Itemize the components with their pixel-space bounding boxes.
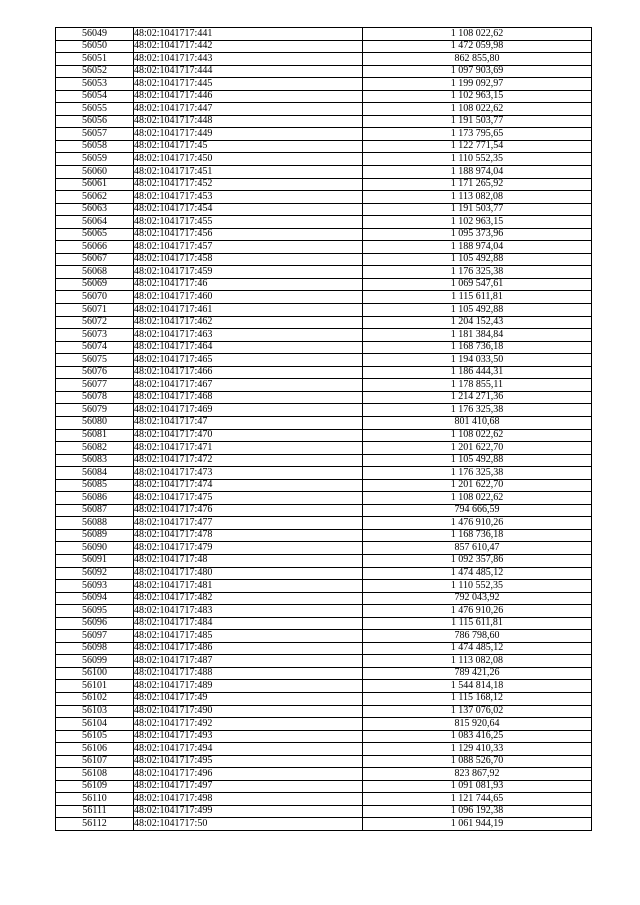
table-row xyxy=(56,216,592,229)
row-number-cell: 56053 xyxy=(56,78,134,91)
row-number-cell: 56054 xyxy=(56,90,134,103)
table-row xyxy=(56,680,592,693)
cadastral-number-cell: 48:02:1041717:441 xyxy=(134,28,363,41)
cadastral-value-cell: 1 176 325,38 xyxy=(363,404,592,417)
row-number-cell: 56080 xyxy=(56,416,134,429)
row-number-cell: 56065 xyxy=(56,228,134,241)
cadastral-value-cell: 1 476 910,26 xyxy=(363,605,592,618)
row-number-cell: 56072 xyxy=(56,316,134,329)
cadastral-value-cell: 1 544 814,18 xyxy=(363,680,592,693)
table-row xyxy=(56,291,592,304)
cadastral-number-cell: 48:02:1041717:461 xyxy=(134,304,363,317)
table-row xyxy=(56,78,592,91)
row-number-cell: 56085 xyxy=(56,479,134,492)
table-row xyxy=(56,103,592,116)
row-number-cell: 56076 xyxy=(56,366,134,379)
cadastral-value-cell: 1 108 022,62 xyxy=(363,492,592,505)
cadastral-number-cell: 48:02:1041717:488 xyxy=(134,667,363,680)
cadastral-number-cell: 48:02:1041717:481 xyxy=(134,580,363,593)
row-number-cell: 56081 xyxy=(56,429,134,442)
row-number-cell: 56088 xyxy=(56,517,134,530)
table-row xyxy=(56,655,592,668)
row-number-cell: 56095 xyxy=(56,605,134,618)
cadastral-number-cell: 48:02:1041717:449 xyxy=(134,128,363,141)
cadastral-number-cell: 48:02:1041717:468 xyxy=(134,391,363,404)
table-row xyxy=(56,166,592,179)
row-number-cell: 56055 xyxy=(56,103,134,116)
row-number-cell: 56077 xyxy=(56,379,134,392)
cadastral-value-cell: 823 867,92 xyxy=(363,768,592,781)
cadastral-value-cell: 1 173 795,65 xyxy=(363,128,592,141)
row-number-cell: 56061 xyxy=(56,178,134,191)
row-number-cell: 56073 xyxy=(56,329,134,342)
cadastral-number-cell: 48:02:1041717:495 xyxy=(134,755,363,768)
cadastral-value-cell: 1 137 076,02 xyxy=(363,705,592,718)
cadastral-value-cell: 815 920,64 xyxy=(363,718,592,731)
cadastral-value-cell: 792 043,92 xyxy=(363,592,592,605)
cadastral-value-cell: 1 474 485,12 xyxy=(363,567,592,580)
cadastral-number-cell: 48:02:1041717:463 xyxy=(134,329,363,342)
table-row xyxy=(56,191,592,204)
cadastral-value-cell: 1 108 022,62 xyxy=(363,28,592,41)
cadastral-number-cell: 48:02:1041717:498 xyxy=(134,793,363,806)
cadastral-number-cell: 48:02:1041717:482 xyxy=(134,592,363,605)
cadastral-number-cell: 48:02:1041717:460 xyxy=(134,291,363,304)
table-row xyxy=(56,228,592,241)
row-number-cell: 56106 xyxy=(56,743,134,756)
table-row xyxy=(56,605,592,618)
cadastral-number-cell: 48:02:1041717:472 xyxy=(134,454,363,467)
cadastral-number-cell: 48:02:1041717:476 xyxy=(134,504,363,517)
table-row xyxy=(56,567,592,580)
cadastral-value-cell: 1 176 325,38 xyxy=(363,467,592,480)
row-number-cell: 56094 xyxy=(56,592,134,605)
row-number-cell: 56066 xyxy=(56,241,134,254)
table-row xyxy=(56,341,592,354)
row-number-cell: 56092 xyxy=(56,567,134,580)
row-number-cell: 56107 xyxy=(56,755,134,768)
table-row xyxy=(56,115,592,128)
row-number-cell: 56056 xyxy=(56,115,134,128)
table-row xyxy=(56,692,592,705)
row-number-cell: 56058 xyxy=(56,140,134,153)
row-number-cell: 56084 xyxy=(56,467,134,480)
cadastral-value-cell: 1 122 771,54 xyxy=(363,140,592,153)
cadastral-number-cell: 48:02:1041717:454 xyxy=(134,203,363,216)
row-number-cell: 56060 xyxy=(56,166,134,179)
cadastral-value-cell: 1 105 492,88 xyxy=(363,454,592,467)
cadastral-value-cell: 1 095 373,96 xyxy=(363,228,592,241)
cadastral-value-cell: 1 092 357,86 xyxy=(363,554,592,567)
cadastral-number-cell: 48:02:1041717:497 xyxy=(134,780,363,793)
row-number-cell: 56101 xyxy=(56,680,134,693)
cadastral-value-cell: 1 214 271,36 xyxy=(363,391,592,404)
cadastral-number-cell: 48:02:1041717:443 xyxy=(134,53,363,66)
cadastral-value-cell: 1 176 325,38 xyxy=(363,266,592,279)
row-number-cell: 56068 xyxy=(56,266,134,279)
row-number-cell: 56071 xyxy=(56,304,134,317)
cadastral-number-cell: 48:02:1041717:494 xyxy=(134,743,363,756)
row-number-cell: 56109 xyxy=(56,780,134,793)
cadastral-value-cell: 1 201 622,70 xyxy=(363,442,592,455)
cadastral-value-cell: 857 610,47 xyxy=(363,542,592,555)
cadastral-number-cell: 48:02:1041717:467 xyxy=(134,379,363,392)
cadastral-number-cell: 48:02:1041717:465 xyxy=(134,354,363,367)
cadastral-value-cell: 1 102 963,15 xyxy=(363,90,592,103)
row-number-cell: 56093 xyxy=(56,580,134,593)
row-number-cell: 56057 xyxy=(56,128,134,141)
row-number-cell: 56075 xyxy=(56,354,134,367)
cadastral-number-cell: 48:02:1041717:451 xyxy=(134,166,363,179)
cadastral-value-cell: 1 476 910,26 xyxy=(363,517,592,530)
table-row xyxy=(56,730,592,743)
table-row xyxy=(56,153,592,166)
cadastral-number-cell: 48:02:1041717:455 xyxy=(134,216,363,229)
table-row xyxy=(56,818,592,831)
table-row xyxy=(56,705,592,718)
row-number-cell: 56070 xyxy=(56,291,134,304)
cadastral-number-cell: 48:02:1041717:480 xyxy=(134,567,363,580)
row-number-cell: 56082 xyxy=(56,442,134,455)
table-row xyxy=(56,768,592,781)
cadastral-number-cell: 48:02:1041717:445 xyxy=(134,78,363,91)
table-row xyxy=(56,454,592,467)
row-number-cell: 56104 xyxy=(56,718,134,731)
cadastral-number-cell: 48:02:1041717:48 xyxy=(134,554,363,567)
row-number-cell: 56098 xyxy=(56,642,134,655)
table-row xyxy=(56,442,592,455)
table-row xyxy=(56,667,592,680)
table-row xyxy=(56,128,592,141)
cadastral-number-cell: 48:02:1041717:485 xyxy=(134,630,363,643)
table-row xyxy=(56,479,592,492)
row-number-cell: 56086 xyxy=(56,492,134,505)
cadastral-number-cell: 48:02:1041717:46 xyxy=(134,278,363,291)
cadastral-value-cell: 1 113 082,08 xyxy=(363,191,592,204)
cadastral-number-cell: 48:02:1041717:49 xyxy=(134,692,363,705)
cadastral-value-cell: 1 474 485,12 xyxy=(363,642,592,655)
cadastral-value-cell: 1 194 033,50 xyxy=(363,354,592,367)
table-row xyxy=(56,793,592,806)
table-row xyxy=(56,642,592,655)
cadastral-value-cell: 1 168 736,18 xyxy=(363,529,592,542)
cadastral-value-cell: 1 102 963,15 xyxy=(363,216,592,229)
cadastral-value-cell: 1 472 059,98 xyxy=(363,40,592,53)
cadastral-value-cell: 1 091 081,93 xyxy=(363,780,592,793)
table-row xyxy=(56,416,592,429)
cadastral-value-cell: 1 061 944,19 xyxy=(363,818,592,831)
cadastral-number-cell: 48:02:1041717:489 xyxy=(134,680,363,693)
row-number-cell: 56079 xyxy=(56,404,134,417)
cadastral-number-cell: 48:02:1041717:450 xyxy=(134,153,363,166)
row-number-cell: 56074 xyxy=(56,341,134,354)
table-row xyxy=(56,178,592,191)
cadastral-number-cell: 48:02:1041717:493 xyxy=(134,730,363,743)
cadastral-number-cell: 48:02:1041717:490 xyxy=(134,705,363,718)
cadastral-value-cell: 1 115 611,81 xyxy=(363,291,592,304)
row-number-cell: 56096 xyxy=(56,617,134,630)
table-row xyxy=(56,492,592,505)
cadastral-number-cell: 48:02:1041717:457 xyxy=(134,241,363,254)
row-number-cell: 56111 xyxy=(56,805,134,818)
cadastral-number-cell: 48:02:1041717:477 xyxy=(134,517,363,530)
table-row xyxy=(56,366,592,379)
row-number-cell: 56069 xyxy=(56,278,134,291)
cadastral-number-cell: 48:02:1041717:486 xyxy=(134,642,363,655)
row-number-cell: 56102 xyxy=(56,692,134,705)
row-number-cell: 56099 xyxy=(56,655,134,668)
table-row xyxy=(56,65,592,78)
table-row xyxy=(56,504,592,517)
cadastral-number-cell: 48:02:1041717:458 xyxy=(134,253,363,266)
cadastral-value-cell: 1 121 744,65 xyxy=(363,793,592,806)
cadastral-number-cell: 48:02:1041717:50 xyxy=(134,818,363,831)
cadastral-value-cell: 1 115 168,12 xyxy=(363,692,592,705)
cadastral-number-cell: 48:02:1041717:499 xyxy=(134,805,363,818)
cadastral-value-cell: 1 199 092,97 xyxy=(363,78,592,91)
table-row xyxy=(56,203,592,216)
cadastral-value-cell: 1 096 192,38 xyxy=(363,805,592,818)
table-row xyxy=(56,329,592,342)
table-row xyxy=(56,517,592,530)
row-number-cell: 56097 xyxy=(56,630,134,643)
cadastral-value-cell: 1 088 526,70 xyxy=(363,755,592,768)
cadastral-value-table xyxy=(55,27,592,831)
cadastral-value-cell: 1 110 552,35 xyxy=(363,153,592,166)
table-row xyxy=(56,743,592,756)
cadastral-value-cell: 1 083 416,25 xyxy=(363,730,592,743)
cadastral-number-cell: 48:02:1041717:466 xyxy=(134,366,363,379)
cadastral-value-cell: 1 186 444,31 xyxy=(363,366,592,379)
cadastral-value-cell: 1 097 903,69 xyxy=(363,65,592,78)
table-row xyxy=(56,780,592,793)
row-number-cell: 56089 xyxy=(56,529,134,542)
table-row xyxy=(56,253,592,266)
row-number-cell: 56091 xyxy=(56,554,134,567)
cadastral-value-cell: 801 410,68 xyxy=(363,416,592,429)
table-row xyxy=(56,391,592,404)
cadastral-value-cell: 1 108 022,62 xyxy=(363,103,592,116)
cadastral-number-cell: 48:02:1041717:470 xyxy=(134,429,363,442)
row-number-cell: 56087 xyxy=(56,504,134,517)
table-row xyxy=(56,542,592,555)
cadastral-value-cell: 1 204 152,43 xyxy=(363,316,592,329)
table-row xyxy=(56,354,592,367)
table-row xyxy=(56,718,592,731)
row-number-cell: 56078 xyxy=(56,391,134,404)
cadastral-number-cell: 48:02:1041717:459 xyxy=(134,266,363,279)
row-number-cell: 56110 xyxy=(56,793,134,806)
cadastral-number-cell: 48:02:1041717:462 xyxy=(134,316,363,329)
table-row xyxy=(56,630,592,643)
cadastral-number-cell: 48:02:1041717:471 xyxy=(134,442,363,455)
cadastral-value-cell: 1 178 855,11 xyxy=(363,379,592,392)
row-number-cell: 56067 xyxy=(56,253,134,266)
table-row xyxy=(56,278,592,291)
cadastral-number-cell: 48:02:1041717:47 xyxy=(134,416,363,429)
table-row xyxy=(56,379,592,392)
row-number-cell: 56051 xyxy=(56,53,134,66)
cadastral-value-cell: 1 108 022,62 xyxy=(363,429,592,442)
cadastral-value-cell: 1 188 974,04 xyxy=(363,241,592,254)
table-row xyxy=(56,592,592,605)
cadastral-value-cell: 1 113 082,08 xyxy=(363,655,592,668)
table-row xyxy=(56,429,592,442)
table-row xyxy=(56,404,592,417)
cadastral-number-cell: 48:02:1041717:474 xyxy=(134,479,363,492)
cadastral-value-cell: 1 110 552,35 xyxy=(363,580,592,593)
table-row xyxy=(56,467,592,480)
row-number-cell: 56105 xyxy=(56,730,134,743)
table-row xyxy=(56,140,592,153)
table-row xyxy=(56,529,592,542)
table-row xyxy=(56,90,592,103)
row-number-cell: 56103 xyxy=(56,705,134,718)
cadastral-number-cell: 48:02:1041717:478 xyxy=(134,529,363,542)
row-number-cell: 56062 xyxy=(56,191,134,204)
cadastral-value-cell: 786 798,60 xyxy=(363,630,592,643)
table-row xyxy=(56,40,592,53)
cadastral-value-cell: 1 129 410,33 xyxy=(363,743,592,756)
table-row xyxy=(56,266,592,279)
cadastral-number-cell: 48:02:1041717:464 xyxy=(134,341,363,354)
cadastral-number-cell: 48:02:1041717:45 xyxy=(134,140,363,153)
table-row xyxy=(56,241,592,254)
cadastral-value-cell: 1 191 503,77 xyxy=(363,115,592,128)
cadastral-number-cell: 48:02:1041717:446 xyxy=(134,90,363,103)
cadastral-value-cell: 789 421,26 xyxy=(363,667,592,680)
row-number-cell: 56050 xyxy=(56,40,134,53)
table-row xyxy=(56,554,592,567)
cadastral-number-cell: 48:02:1041717:447 xyxy=(134,103,363,116)
cadastral-number-cell: 48:02:1041717:473 xyxy=(134,467,363,480)
table-row xyxy=(56,755,592,768)
row-number-cell: 56063 xyxy=(56,203,134,216)
cadastral-number-cell: 48:02:1041717:487 xyxy=(134,655,363,668)
table-row xyxy=(56,617,592,630)
row-number-cell: 56064 xyxy=(56,216,134,229)
cadastral-value-cell: 1 105 492,88 xyxy=(363,304,592,317)
cadastral-number-cell: 48:02:1041717:492 xyxy=(134,718,363,731)
row-number-cell: 56108 xyxy=(56,768,134,781)
cadastral-value-cell: 1 168 736,18 xyxy=(363,341,592,354)
row-number-cell: 56059 xyxy=(56,153,134,166)
row-number-cell: 56083 xyxy=(56,454,134,467)
row-number-cell: 56112 xyxy=(56,818,134,831)
cadastral-value-cell: 1 171 265,92 xyxy=(363,178,592,191)
cadastral-value-cell: 794 666,59 xyxy=(363,504,592,517)
cadastral-number-cell: 48:02:1041717:452 xyxy=(134,178,363,191)
row-number-cell: 56049 xyxy=(56,28,134,41)
table-row xyxy=(56,304,592,317)
cadastral-number-cell: 48:02:1041717:456 xyxy=(134,228,363,241)
cadastral-number-cell: 48:02:1041717:484 xyxy=(134,617,363,630)
table-row xyxy=(56,805,592,818)
table-row xyxy=(56,53,592,66)
row-number-cell: 56090 xyxy=(56,542,134,555)
cadastral-value-cell: 1 069 547,61 xyxy=(363,278,592,291)
cadastral-number-cell: 48:02:1041717:453 xyxy=(134,191,363,204)
table-row xyxy=(56,580,592,593)
cadastral-value-cell: 1 188 974,04 xyxy=(363,166,592,179)
cadastral-number-cell: 48:02:1041717:442 xyxy=(134,40,363,53)
table-body xyxy=(56,28,592,831)
cadastral-number-cell: 48:02:1041717:479 xyxy=(134,542,363,555)
row-number-cell: 56052 xyxy=(56,65,134,78)
cadastral-value-cell: 862 855,80 xyxy=(363,53,592,66)
cadastral-number-cell: 48:02:1041717:469 xyxy=(134,404,363,417)
cadastral-number-cell: 48:02:1041717:444 xyxy=(134,65,363,78)
cadastral-value-cell: 1 115 611,81 xyxy=(363,617,592,630)
cadastral-value-cell: 1 105 492,88 xyxy=(363,253,592,266)
cadastral-number-cell: 48:02:1041717:448 xyxy=(134,115,363,128)
table-row xyxy=(56,316,592,329)
cadastral-value-cell: 1 181 384,84 xyxy=(363,329,592,342)
table-row xyxy=(56,28,592,41)
cadastral-number-cell: 48:02:1041717:475 xyxy=(134,492,363,505)
cadastral-value-cell: 1 201 622,70 xyxy=(363,479,592,492)
cadastral-number-cell: 48:02:1041717:483 xyxy=(134,605,363,618)
cadastral-value-cell: 1 191 503,77 xyxy=(363,203,592,216)
cadastral-number-cell: 48:02:1041717:496 xyxy=(134,768,363,781)
row-number-cell: 56100 xyxy=(56,667,134,680)
